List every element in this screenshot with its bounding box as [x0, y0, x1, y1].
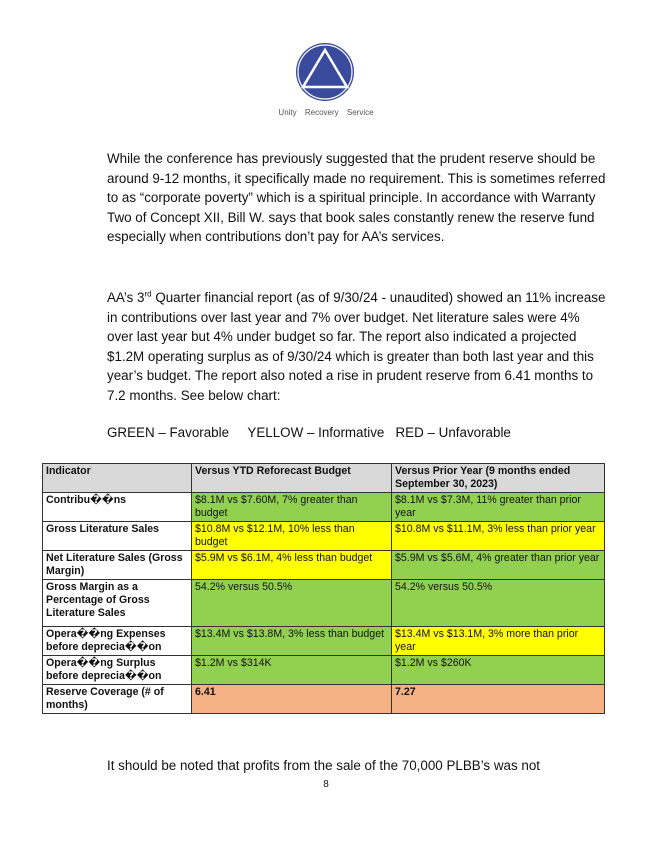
ytd-cell: 54.2% versus 50.5% — [192, 580, 392, 627]
ytd-cell: $8.1M vs $7.60M, 7% greater than budget — [192, 493, 392, 522]
table-row — [43, 627, 605, 656]
table-row — [43, 522, 605, 551]
indicator-cell: Reserve Coverage (# of months) — [43, 685, 192, 714]
indicator-cell: Gross Literature Sales — [43, 522, 192, 551]
indicator-table — [42, 463, 605, 714]
closing-sentence: It should be noted that profits from the sale of the 70,000 PLBB’s was not — [107, 758, 540, 773]
prior-cell: $1.2M vs $260K — [392, 656, 605, 685]
paragraph-quarter-report — [107, 288, 607, 405]
ytd-cell: $10.8M vs $12.1M, 10% less than budget — [192, 522, 392, 551]
prior-cell: $8.1M vs $7.3M, 11% greater than prior year — [392, 493, 605, 522]
prior-cell: 7.27 — [392, 685, 605, 714]
table-row — [43, 551, 605, 580]
ytd-cell: $1.2M vs $314K — [192, 656, 392, 685]
color-legend: GREEN – Favorable YELLOW – Informative RED – Unfavorable — [107, 425, 511, 440]
table-row — [43, 685, 605, 714]
table-row — [43, 493, 605, 522]
indicator-cell: Gross Margin as a Percentage of Gross Literature Sales — [43, 580, 192, 627]
table-row — [43, 656, 605, 685]
ytd-cell: $13.4M vs $13.8M, 3% less than budget — [192, 627, 392, 656]
page-number: 8 — [323, 779, 329, 790]
aa-logo-icon — [295, 42, 355, 102]
p2-before-sup: AA’s 3 — [107, 290, 145, 305]
table-row — [43, 580, 605, 627]
indicator-cell: Opera��ng Expenses before deprecia��on — [43, 627, 192, 656]
prior-cell: $10.8M vs $11.1M, 3% less than prior year — [392, 522, 605, 551]
paragraph-prudent-reserve: While the conference has previously suggested that the prudent reserve should be around 9-12 months, it specifically made no requirement. This is sometimes referred to as “corporate poverty” which is a spiritual principle. In accordance with Warranty Two of Concept XII, Bill W. says that book sales constantly renew the reserve fund especially when contributions don’t pay for AA’s services. — [107, 151, 606, 244]
header-prior: Versus Prior Year (9 months ended September 30, 2023) — [392, 464, 605, 493]
p2-sup: rd — [144, 289, 152, 299]
logo-tagline: Unity Recovery Service — [278, 108, 374, 117]
ytd-cell: 6.41 — [192, 685, 392, 714]
indicator-cell: Net Literature Sales (Gross Margin) — [43, 551, 192, 580]
prior-cell: $13.4M vs $13.1M, 3% more than prior year — [392, 627, 605, 656]
p2-after-sup: Quarter financial report (as of 9/30/24 - unaudited) showed an 11% increase in contributions over last year and 7% over budget. Net literature sales were 4% over last year but 4% under budget so far. The report also indicated a projected $1.2M operating surplus as of 9/30/24 which is greater than both last year and this year’s budget. The report also noted a rise in prudent reserve from 6.41 months to 7.2 months. See below chart: — [107, 290, 606, 403]
header-indicator: Indicator — [43, 464, 192, 493]
indicator-cell: Contribu��ns — [43, 493, 192, 522]
prior-cell: $5.9M vs $5.6M, 4% greater than prior year — [392, 551, 605, 580]
ytd-cell: $5.9M vs $6.1M, 4% less than budget — [192, 551, 392, 580]
header-ytd: Versus YTD Reforecast Budget — [192, 464, 392, 493]
prior-cell: 54.2% versus 50.5% — [392, 580, 605, 627]
indicator-cell: Opera��ng Surplus before deprecia��on — [43, 656, 192, 685]
table-header-row — [43, 464, 605, 493]
